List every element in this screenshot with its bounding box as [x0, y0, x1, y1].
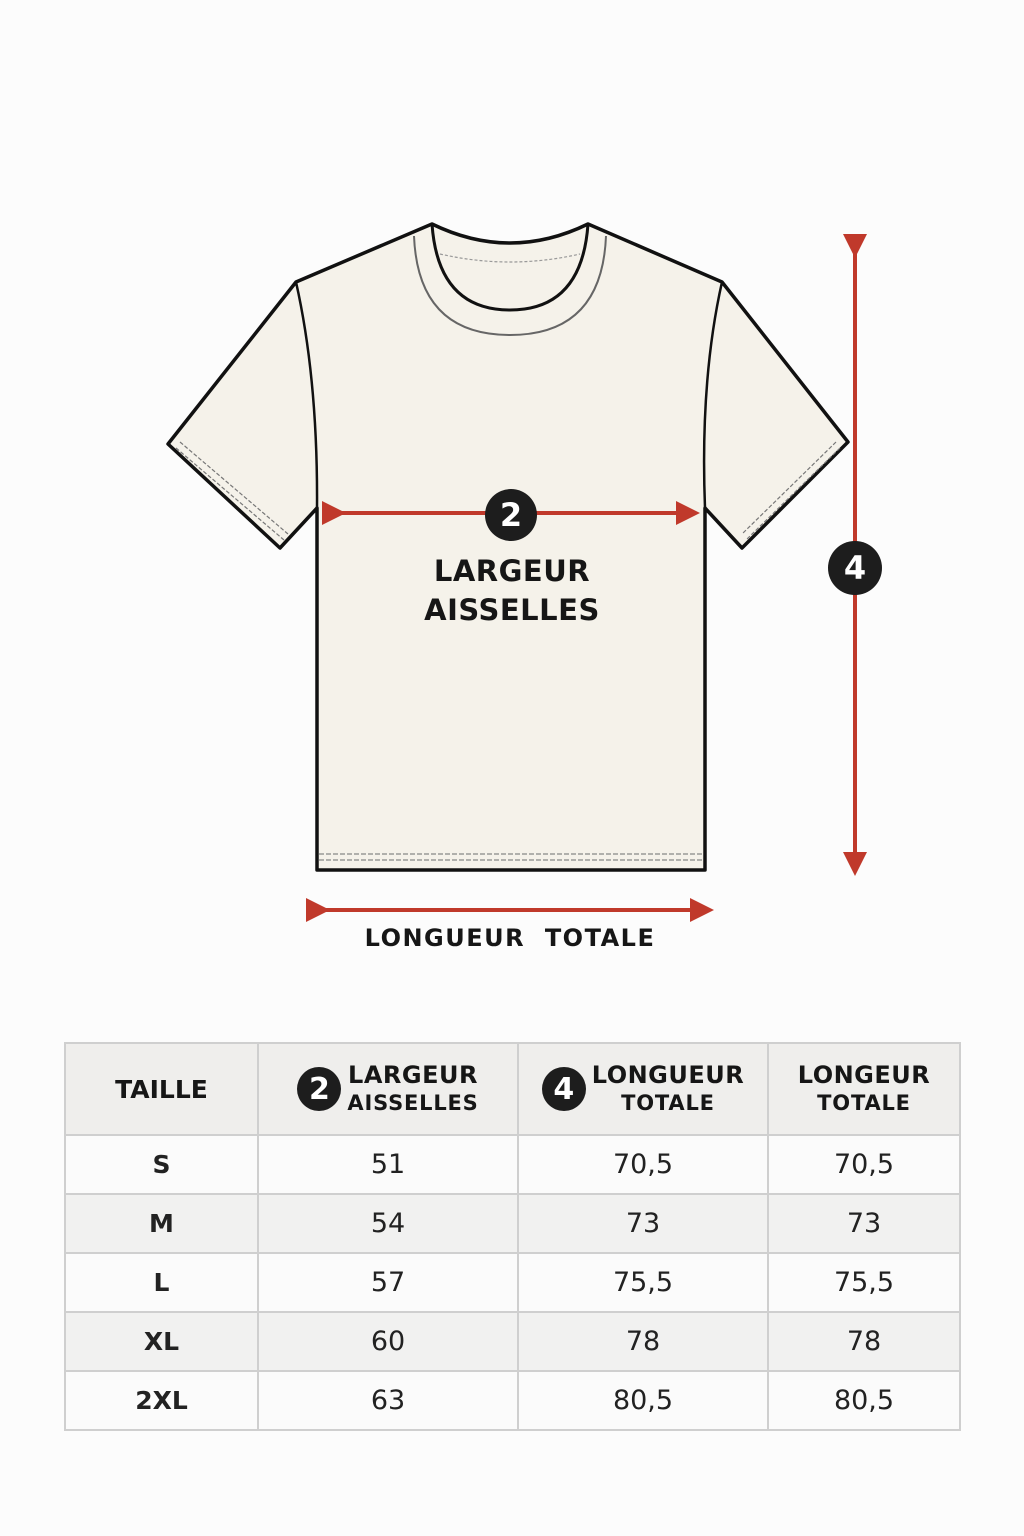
table-row: [65, 1371, 960, 1430]
table-row: [65, 1253, 960, 1312]
chest-label-line1: LARGEUR: [433, 554, 591, 588]
length2-cell: 80,5: [768, 1371, 960, 1430]
length2-cell: 70,5: [768, 1135, 960, 1194]
chest-cell: 51: [258, 1135, 518, 1194]
size-cell: L: [65, 1253, 258, 1312]
badge-2-icon: 2: [297, 1067, 341, 1111]
length2-cell: 73: [768, 1194, 960, 1253]
chest-cell: 54: [258, 1194, 518, 1253]
length-cell: 73: [518, 1194, 768, 1253]
header-size: TAILLE: [65, 1043, 258, 1135]
chest-cell: 60: [258, 1312, 518, 1371]
chest-width-label: [362, 552, 662, 630]
length-cell: 70,5: [518, 1135, 768, 1194]
size-cell: 2XL: [65, 1371, 258, 1430]
badge-2-icon: 2: [485, 489, 537, 541]
chest-label-line2: AISSELLES: [424, 593, 600, 627]
header-total-length-2: LONGEUR TOTALE: [768, 1043, 960, 1135]
size-cell: S: [65, 1135, 258, 1194]
badge-4-icon: 4: [542, 1067, 586, 1111]
length2-cell: 75,5: [768, 1253, 960, 1312]
header-chest-width: 2 LARGEUR AISSELLES: [258, 1043, 518, 1135]
table-header-row: [65, 1043, 960, 1135]
tshirt-outline: [168, 224, 848, 870]
table-row: [65, 1312, 960, 1371]
total-length-label: LONGUEUR TOTALE: [364, 924, 656, 952]
length-cell: 78: [518, 1312, 768, 1371]
header-total-length: 4 LONGUEUR TOTALE: [518, 1043, 768, 1135]
badge-4-icon: 4: [828, 541, 882, 595]
chest-cell: 57: [258, 1253, 518, 1312]
length-cell: 75,5: [518, 1253, 768, 1312]
length2-cell: 78: [768, 1312, 960, 1371]
table-row: [65, 1194, 960, 1253]
size-chart-table: [64, 1042, 961, 1431]
table-row: [65, 1135, 960, 1194]
size-cell: M: [65, 1194, 258, 1253]
length-cell: 80,5: [518, 1371, 768, 1430]
size-cell: XL: [65, 1312, 258, 1371]
chest-cell: 63: [258, 1371, 518, 1430]
